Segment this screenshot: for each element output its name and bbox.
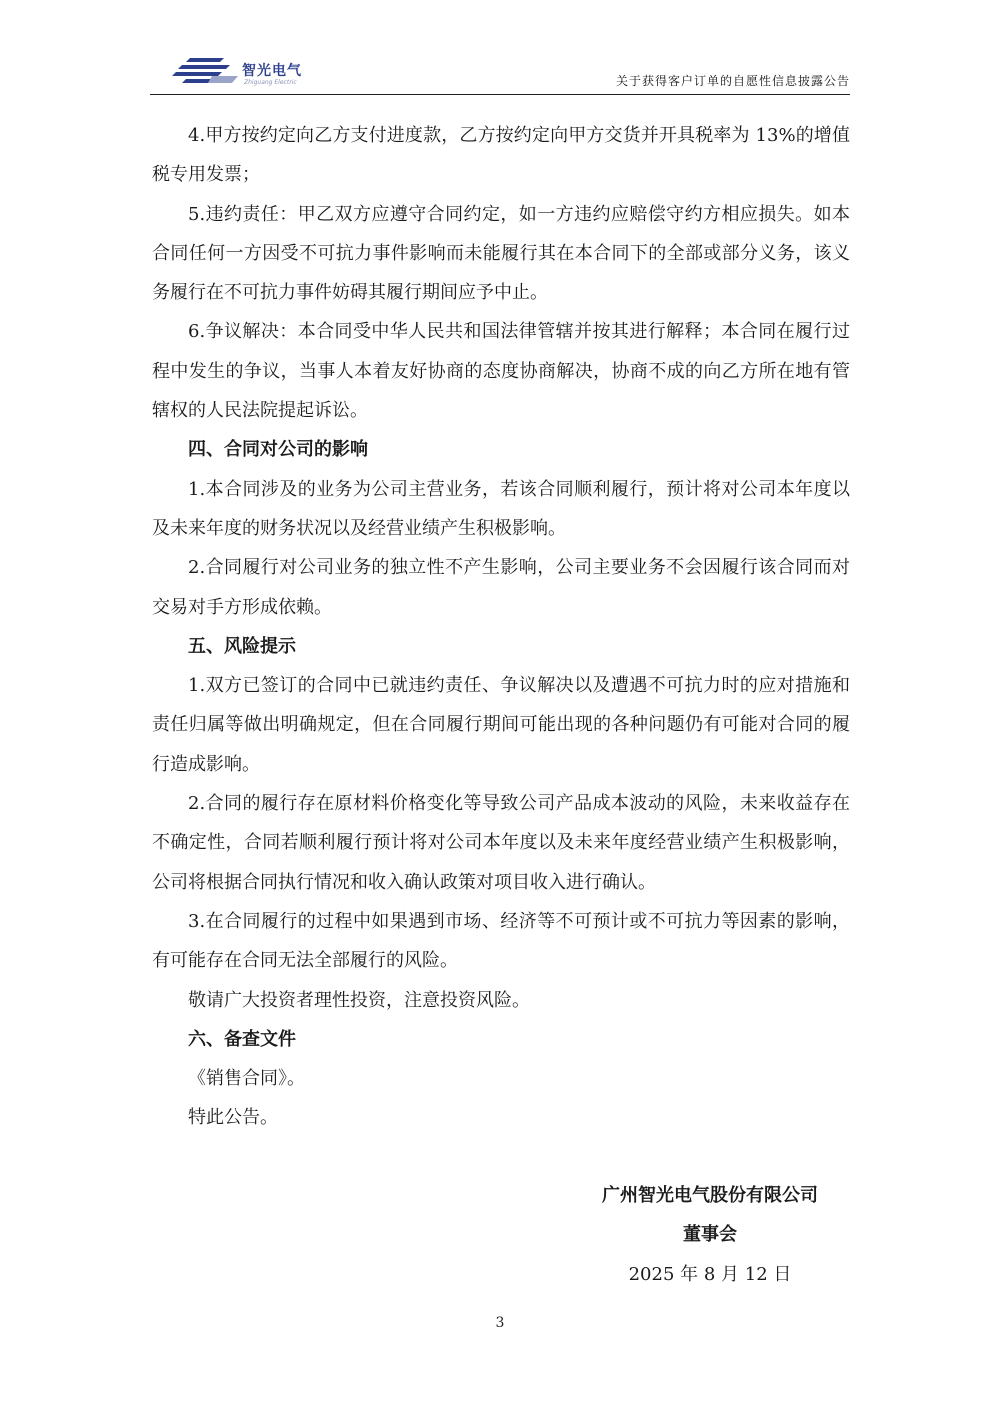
section-heading-documents: 六、备查文件 (188, 1028, 296, 1050)
logo-text-cn: 智光电气 (242, 63, 302, 79)
document-item: 《销售合同》。 (188, 1068, 305, 1090)
signature-date: 2025 年 8 月 12 日 (628, 1263, 792, 1285)
company-logo (172, 52, 332, 92)
paragraph-payment: 4.甲方按约定向乙方支付进度款，乙方按约定向甲方交货并开具税率为 13%的增值税专用发票； (152, 125, 850, 186)
risk-item: 3.在合同履行的过程中如果遇到市场、经济等不可预计或不可抗力等因素的影响，有可能存在合同无法全部履行的风险。 (152, 910, 850, 972)
section-heading-impact: 四、合同对公司的影响 (188, 439, 368, 461)
impact-item: 1.本合同涉及的业务为公司主营业务，若该合同顺利履行，预计将对公司本年度以及未来年度的财务状况以及经营业绩产生积极影响。 (152, 478, 850, 539)
signature-board: 董事会 (683, 1224, 737, 1246)
header-title: 关于获得客户订单的自愿性信息披露公告 (615, 74, 850, 88)
paragraph-liability: 5.违约责任：甲乙双方应遵守合同约定，如一方违约应赔偿守约方相应损失。如本合同任何一方因受不可抗力事件影响而未能履行其在本合同下的全部或部分义务，该义务履行在不可抗力事件妨碍其履行期间应予中止。 (152, 203, 850, 304)
logo-text-en: Zhiguang Electric (244, 79, 297, 86)
logo-mark-icon (172, 56, 238, 86)
page-header (150, 48, 850, 95)
signature-block (560, 1176, 860, 1294)
risk-notice: 敬请广大投资者理性投资，注意投资风险。 (188, 989, 530, 1011)
section-heading-risk: 五、风险提示 (188, 635, 296, 657)
impact-item: 2.合同履行对公司业务的独立性不产生影响，公司主要业务不会因履行该合同而对交易对手方形成依赖。 (152, 557, 850, 618)
signature-company: 广州智光电气股份有限公司 (602, 1185, 818, 1206)
document-body (152, 116, 850, 1138)
announcement-closing: 特此公告。 (188, 1107, 278, 1129)
risk-item: 2.合同的履行存在原材料价格变化等导致公司产品成本波动的风险，未来收益存在不确定性，合同若顺利履行预计将对公司本年度以及未来年度经营业绩产生积极影响，公司将根据合同执行情况和收入确认政策对项目收入进行确认。 (152, 793, 850, 893)
paragraph-dispute: 6.争议解决：本合同受中华人民共和国法律管辖并按其进行解释；本合同在履行过程中发生的争议，当事人本着友好协商的态度协商解决，协商不成的向乙方所在地有管辖权的人民法院提起诉讼。 (152, 321, 850, 422)
risk-item: 1.双方已签订的合同中已就违约责任、争议解决以及遭遇不可抗力时的应对措施和责任归属等做出明确规定，但在合同履行期间可能出现的各种问题仍有可能对合同的履行造成影响。 (152, 675, 850, 775)
page-number: 3 (495, 1315, 505, 1331)
